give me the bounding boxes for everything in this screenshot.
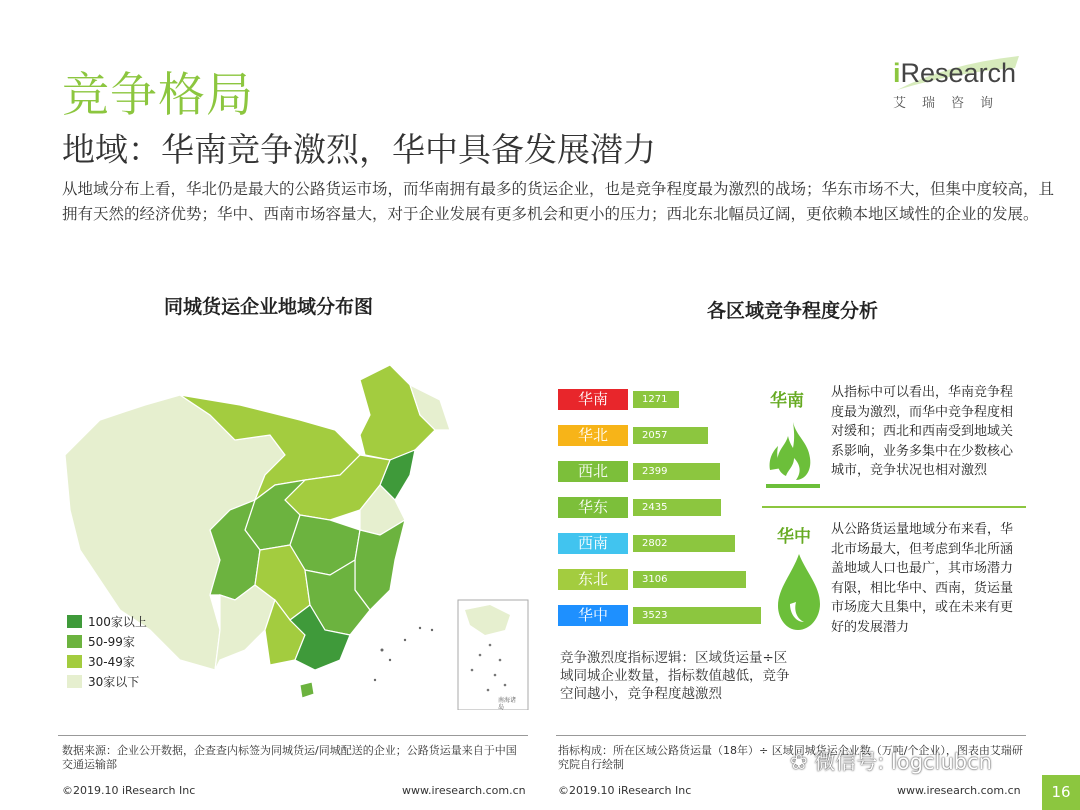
- central-region-name: 华中: [777, 527, 811, 547]
- fire-icon: [764, 418, 822, 490]
- legend-item: [67, 651, 147, 671]
- south-analysis-text: 从指标中可以看出，华南竞争程度最为激烈，而华中竞争程度相对缓和；西北和西南受到地域关系影响，业务多集中在少数核心城市，竞争状况也相对激烈: [831, 385, 1014, 478]
- bar-value: 2802: [633, 535, 735, 552]
- legend-swatch: [67, 615, 82, 628]
- wechat-icon: ❀: [790, 750, 808, 774]
- bar-category-label: 华中: [558, 605, 628, 626]
- bar-value: 3106: [633, 571, 746, 588]
- legend-swatch: [67, 675, 82, 688]
- bar-category-label: 西北: [558, 461, 628, 482]
- bar-category-label: 华东: [558, 497, 628, 518]
- legend-label: 50-99家: [88, 634, 135, 649]
- copyright-left: ©2019.10 iResearch Inc: [62, 784, 196, 797]
- iresearch-logo: [893, 58, 1016, 111]
- page-subtitle: 地域：华南竞争激烈，华中具备发展潜力: [62, 130, 656, 169]
- legend-item: [67, 671, 147, 691]
- logo-subtitle: 艾瑞咨询: [893, 96, 1010, 111]
- bar-value: 2435: [633, 499, 721, 516]
- legend-item: [67, 611, 147, 631]
- bar-category-label: 东北: [558, 569, 628, 590]
- legend-swatch: [67, 655, 82, 668]
- logo-i: i: [893, 58, 901, 88]
- bar-value: 2399: [633, 463, 720, 480]
- competition-section-title: 各区域竞争程度分析: [707, 300, 879, 322]
- map-region-hainan: [300, 682, 314, 698]
- bar-value: 3523: [633, 607, 761, 624]
- bar-category-label: 西南: [558, 533, 628, 554]
- south-region-name: 华南: [770, 391, 804, 411]
- page-number: 16: [1042, 775, 1080, 810]
- footer-divider-left: [58, 735, 528, 736]
- url-right: www.iresearch.com.cn: [897, 784, 1021, 797]
- legend-item: [67, 631, 147, 651]
- analysis-divider: [762, 506, 1026, 508]
- bar-value: 2057: [633, 427, 708, 444]
- water-drop-flame-icon: [776, 552, 822, 632]
- bar-category-label: 华北: [558, 425, 628, 446]
- inset-label: 南海诸岛: [498, 697, 517, 711]
- logic-note: 竞争激烈度指标逻辑：区域货运量÷区域同城企业数量，指标数值越低，竞争空间越小，竞争程度越激烈: [560, 650, 790, 702]
- map-legend: [67, 611, 147, 691]
- page-title: 竞争格局: [62, 68, 254, 123]
- legend-label: 30-49家: [88, 654, 135, 669]
- source-note-right: 指标构成：所在区域公路货运量（18年）÷ 区域同城货运企业数（万吨/个企业），图表由艾瑞研究院自行绘制: [558, 744, 1023, 771]
- central-analysis-text: 从公路货运量地域分布来看，华北市场最大，但考虑到华北所涵盖地域人口也最广，其市场潜力有限，相比华中、西南，货运量市场庞大且集中，或在未来有更好的发展潜力: [831, 522, 1014, 635]
- legend-swatch: [67, 635, 82, 648]
- south-sea-islands: [374, 627, 433, 681]
- map-section-title: 同城货运企业地域分布图: [164, 296, 374, 318]
- legend-label: 100家以上: [88, 614, 147, 629]
- wechat-watermark: [790, 746, 992, 776]
- logo-word: Research: [900, 58, 1017, 88]
- copyright-right: ©2019.10 iResearch Inc: [558, 784, 692, 797]
- footer-divider-right: [556, 735, 1026, 736]
- source-note-left: 数据来源：企业公开数据，企查查内标签为同城货运/同城配送的企业；公路货运量来自于中国交通运输部: [62, 744, 517, 771]
- legend-label: 30家以下: [88, 674, 140, 689]
- bar-value: 1271: [633, 391, 679, 408]
- wechat-id: 微信号: logclubcn: [814, 750, 992, 774]
- url-left: www.iresearch.com.cn: [402, 784, 526, 797]
- bar-category-label: 华南: [558, 389, 628, 410]
- intro-paragraph: 从地域分布上看，华北仍是最大的公路货运市场，而华南拥有最多的货运企业，也是竞争程度最为激烈的战场；华东市场不大，但集中度较高，且拥有天然的经济优势；华中、西南市场容量大，对于企业发展有更多机会和更小的压力；西北东北幅员辽阔，更依赖本地区域性的企业的发展。: [62, 180, 1055, 223]
